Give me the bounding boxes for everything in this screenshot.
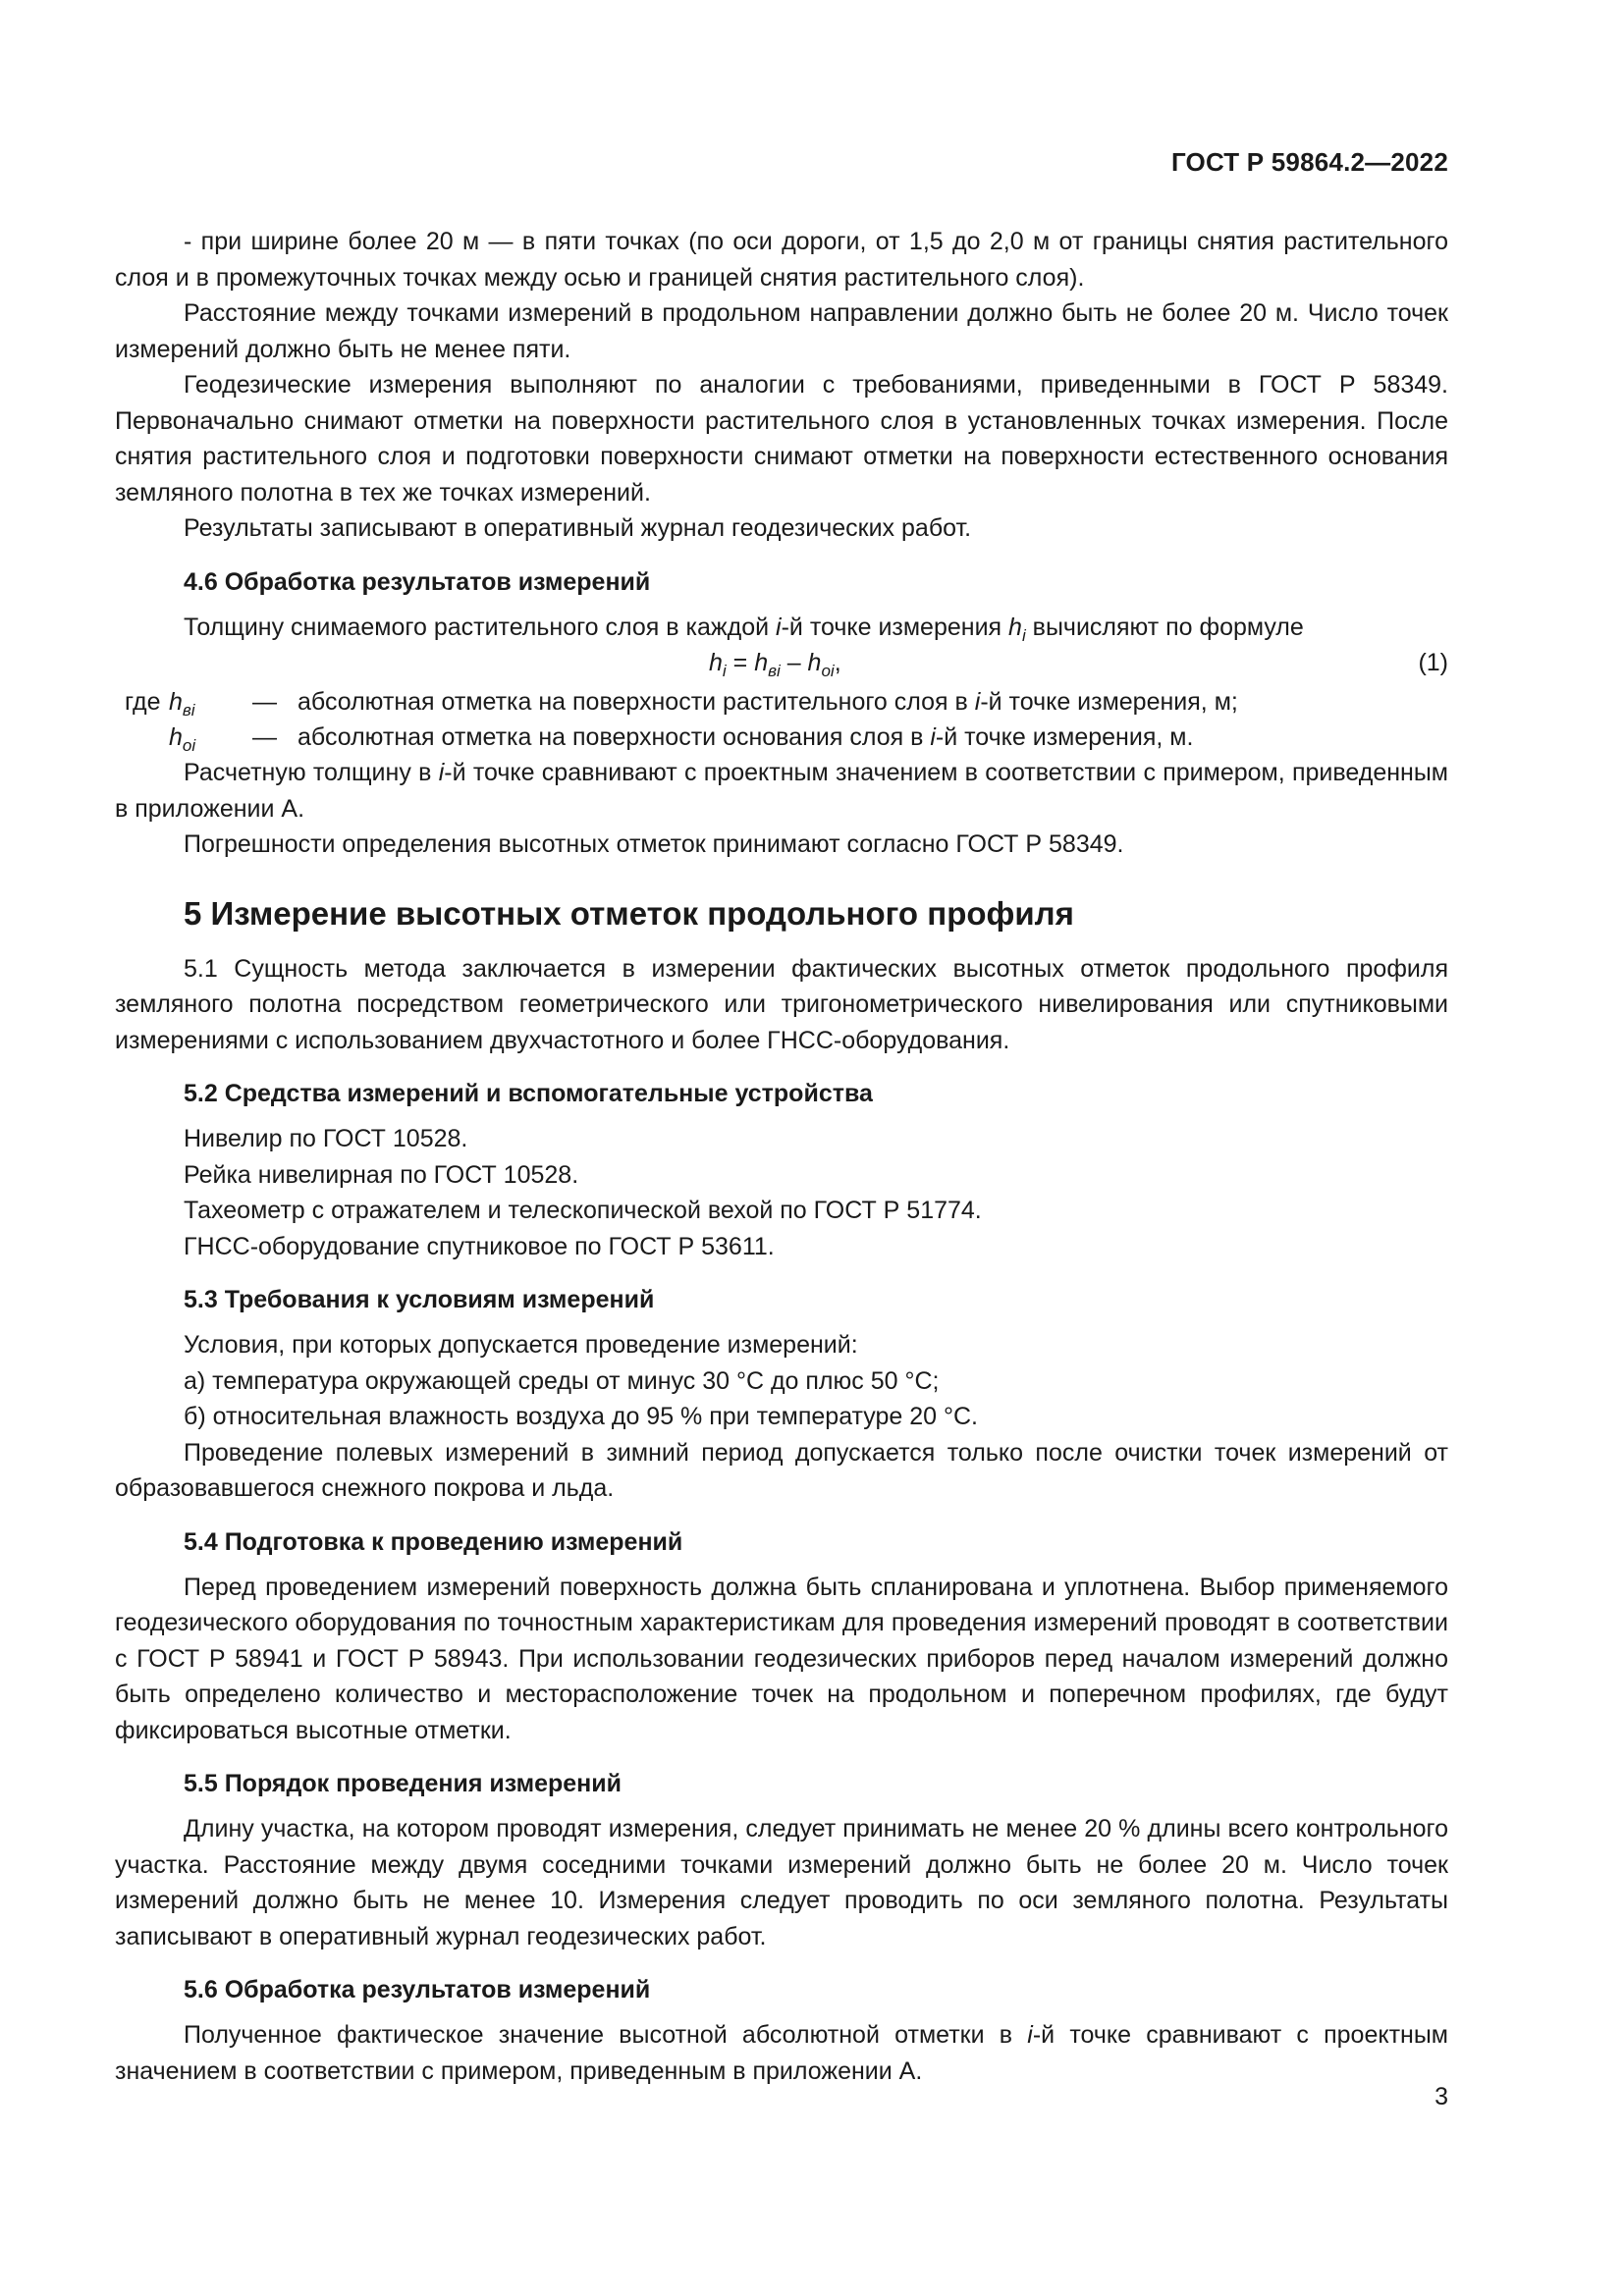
paragraph: Перед проведением измерений поверхность должна быть спланирована и уплотнена. Выбор применяемого геодезического оборудования по точностным характеристикам для проведения измерений проводят в соответствии с ГОСТ Р 58941 и ГОСТ Р 58943. При использовании геодезических приборов перед началом измерений должно быть определено количество и месторасположение точек на продольном и поперечном профилях, где будут фиксироваться высотные отметки.: [115, 1573, 1448, 1744]
formula-number: (1): [1418, 649, 1448, 676]
section-heading-5-6: 5.6 Обработка результатов измерений: [184, 1976, 651, 2003]
legend-dash: —: [252, 723, 277, 751]
legend-where-label: где: [125, 688, 161, 716]
list-item: Нивелир по ГОСТ 10528.: [184, 1125, 468, 1152]
list-item: Тахеометр с отражателем и телескопической вехой по ГОСТ Р 51774.: [184, 1197, 982, 1224]
legend-symbol: $h_{оi}$: [169, 723, 196, 755]
legend-symbol: $h_{вi}$: [169, 688, 195, 720]
formula-legend-row: [115, 684, 1448, 720]
paragraph: Полученное фактическое значение высотной абсолютной отметки в i-й точке сравнивают с проектным значением в соответствии с примером, приведенным в приложении А.: [115, 2021, 1448, 2085]
paragraph: Проведение полевых измерений в зимний период допускается только после очистки точек измерений от образовавшегося снежного покрова и льда.: [115, 1438, 1448, 1502]
page-number: 3: [1435, 2083, 1448, 2110]
section-heading-5-4: 5.4 Подготовка к проведению измерений: [184, 1527, 683, 1556]
section-heading-5: 5 Измерение высотных отметок продольного профиля: [184, 894, 1074, 932]
legend-text: абсолютная отметка на поверхности основания слоя в i-й точке измерения, м.: [298, 723, 1194, 751]
formula-legend-row: [115, 720, 1448, 755]
list-item: Рейка нивелирная по ГОСТ 10528.: [184, 1160, 579, 1189]
legend-text: абсолютная отметка на поверхности растительного слоя в i-й точке измерения, м;: [298, 688, 1238, 716]
formula-1: [115, 645, 1448, 684]
paragraph: - при ширине более 20 м — в пяти точках (по оси дороги, от 1,5 до 2,0 м от границы снятия растительного слоя и в промежуточных точках между осью и границей снятия растительного слоя).: [115, 228, 1448, 292]
document-body: [115, 224, 1448, 2089]
paragraph: Геодезические измерения выполняют по аналогии с требованиями, приведенными в ГОСТ Р 58349. Первоначально снимают отметки на поверхности растительного слоя в установленных точках измерения. После снятия растительного слоя и подготовки поверхности снимают отметки на поверхности естественного основания земляного полотна в тех же точках измерений.: [115, 371, 1448, 507]
paragraph: Результаты записывают в оперативный журнал геодезических работ.: [184, 514, 972, 542]
paragraph: Расстояние между точками измерений в продольном направлении должно быть не более 20 м. Число точек измерений должно быть не менее пяти.: [115, 299, 1448, 363]
paragraph: Расчетную толщину в i-й точке сравнивают с проектным значением в соответствии с примером, приведенным в приложении А.: [115, 759, 1448, 823]
section-heading-5-3: 5.3 Требования к условиям измерений: [184, 1286, 655, 1313]
list-item: ГНСС-оборудование спутниковое по ГОСТ Р 53611.: [184, 1232, 775, 1260]
section-heading-4-6: 4.6 Обработка результатов измерений: [184, 567, 651, 596]
document-code: ГОСТ Р 59864.2—2022: [1170, 147, 1448, 177]
paragraph-formula-lead: Толщину снимаемого растительного слоя в каждой i-й точке измерения $h_i$ вычисляют по формуле: [184, 613, 1304, 645]
paragraph: Условия, при которых допускается проведение измерений:: [184, 1331, 858, 1359]
section-heading-5-5: 5.5 Порядок проведения измерений: [184, 1770, 623, 1797]
document-page: [115, 0, 1448, 2296]
legend-dash: —: [252, 688, 277, 716]
paragraph: Погрешности определения высотных отметок принимают согласно ГОСТ Р 58349.: [184, 830, 1124, 858]
paragraph: Длину участка, на котором проводят измерения, следует принимать не менее 20 % длины всего контрольного участка. Расстояние между двумя соседними точками измерений должно быть не более 20 м. Число точек измерений должно быть не менее 10. Измерения следует проводить по оси земляного полотна. Результаты записывают в оперативный журнал геодезических работ.: [115, 1815, 1448, 1950]
section-heading-5-2: 5.2 Средства измерений и вспомогательные устройства: [184, 1080, 873, 1107]
list-item: б) относительная влажность воздуха до 95 % при температуре 20 °С.: [184, 1403, 978, 1430]
paragraph: 5.1 Сущность метода заключается в измерении фактических высотных отметок продольного профиля земляного полотна посредством геометрического или тригонометрического нивелирования или спутниковыми измерениями с использованием двухчастотного и более ГНСС-оборудования.: [115, 954, 1448, 1054]
formula-expression: $h_i = h_{вi} - h_{оi}$,: [709, 649, 841, 680]
list-item: а) температура окружающей среды от минус 30 °С до плюс 50 °С;: [184, 1366, 940, 1395]
